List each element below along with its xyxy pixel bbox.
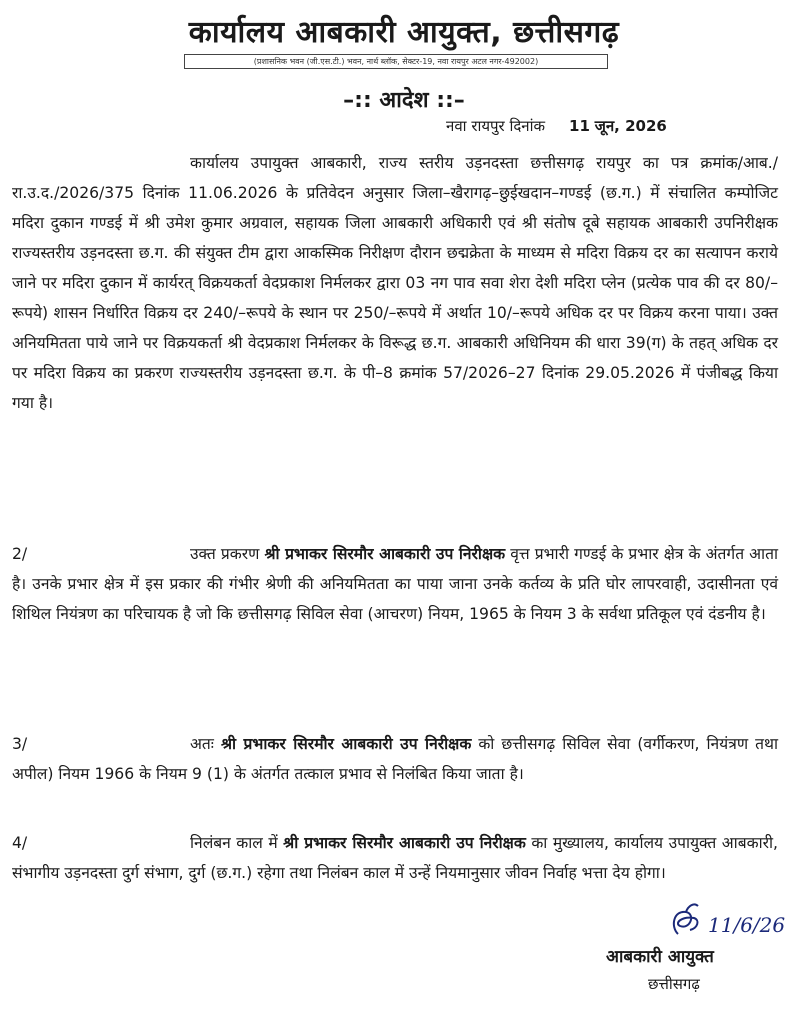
paragraph-1 [12, 148, 778, 418]
paragraph-3 [12, 729, 778, 789]
paragraph-4-officer-name: श्री प्रभाकर सिरमौर आबकारी उप निरीक्षक [283, 834, 526, 852]
signature-date: 11/6/26 [708, 913, 786, 937]
paragraph-1-text: कार्यालय उपायुक्त आबकारी, राज्य स्तरीय उड़नदस्ता छत्तीसगढ़ रायपुर का पत्र क्रमांक/आब./रा.उ.द./2026/375 दिनांक 11.06.2026 के प्रतिवेदन अनुसार जिला–खैरागढ़–छुईखदान–गण्डई (छ.ग.) में संचालित कम्पोजिट मदिरा दुकान गण्डई में श्री उमेश कुमार अग्रवाल, सहायक जिला आबकारी अधिकारी एवं श्री संतोष दूबे सहायक आबकारी उपनिरीक्षक राज्यस्तरीय उड़नदस्ता छ.ग. की संयुक्त टीम द्वारा आकस्मिक निरीक्षण दौरान छद्मक्रेता के माध्यम से मदिरा विक्रय दर का सत्यापन कराये जाने पर मदिरा दुकान में कार्यरत् विक्रयकर्ता वेदप्रकाश निर्मलकर द्वारा 03 नग पाव सवा शेरा देशी मदिरा प्लेन (प्रत्येक पाव की दर 80/–रूपये) शासन निर्धारित विक्रय दर 240/–रूपये के स्थान पर 250/–रूपये में अर्थात 10/–रूपये अधिक दर पर विक्रय करना पाया। उक्त अनियमितता पाये जाने पर विक्रयकर्ता श्री वेदप्रकाश निर्मलकर के विरूद्ध छ.ग. आबकारी अधिनियम की धारा 39(ग) के तहत् अधिक दर पर मदिरा विक्रय का प्रकरण राज्यस्तरीय उड़नदस्ता छ.ग. के पी–8 क्रमांक 57/2026–27 दिनांक 29.05.2026 में पंजीबद्ध किया गया है। [12, 154, 778, 412]
order-heading: –:: आदेश ::– [343, 88, 465, 113]
date-day: 11 [569, 117, 590, 135]
paragraph-3-after: को छत्तीसगढ़ सिविल सेवा (वर्गीकरण, नियंत्रण तथा अपील) नियम 1966 के नियम 9 (1) के अंतर्गत तत्काल प्रभाव से निलंबित किया जाता है। [12, 735, 778, 783]
signatory-state: छत्तीसगढ़ [648, 975, 700, 993]
paragraph-2-before: उक्त प्रकरण [190, 545, 260, 563]
order-date-line [446, 116, 667, 136]
paragraph-3-officer-name: श्री प्रभाकर सिरमौर आबकारी उप निरीक्षक [220, 735, 472, 753]
paragraph-2 [12, 539, 778, 629]
paragraph-4-before: निलंबन काल में [190, 834, 278, 852]
paragraph-4-after: का मुख्यालय, कार्यालय उपायुक्त आबकारी, संभागीय उड़नदस्ता दुर्ग संभाग, दुर्ग (छ.ग.) रहेगा तथा निलंबन काल में उन्हें नियमानुसार जीवन निर्वाह भत्ता देय होगा। [12, 834, 779, 882]
date-month: जून, 2026 [594, 117, 667, 135]
paragraph-2-officer-name: श्री प्रभाकर सिरमौर आबकारी उप निरीक्षक [264, 545, 506, 563]
paragraph-4 [12, 828, 778, 888]
office-address: (प्रशासनिक भवन (जी.एस.टी.) भवन, नार्थ ब्लॉक, सेक्टर-19, नवा रायपुर अटल नगर-492002) [184, 54, 608, 69]
paragraph-2-number: 2/ [12, 545, 28, 563]
paragraph-2-after: वृत्त प्रभारी गण्डई के प्रभार क्षेत्र के अंतर्गत आता है। उनके प्रभार क्षेत्र में इस प्रकार की गंभीर श्रेणी की अनियमितता का पाया जाना उनके कर्तव्य के प्रति घोर लापरवाही, उदासीनता एवं शिथिल नियंत्रण का परिचायक है जो कि छत्तीसगढ़ सिविल सेवा (आचरण) नियम, 1965 के नियम 3 के सर्वथा प्रतिकूल एवं दंडनीय है। [12, 545, 779, 623]
paragraph-3-number: 3/ [12, 735, 28, 753]
signatory-designation: आबकारी आयुक्त [606, 947, 714, 967]
paragraph-4-number: 4/ [12, 834, 28, 852]
handwritten-signature [660, 896, 800, 946]
paragraph-3-before: अतः [190, 735, 214, 753]
date-prefix: नवा रायपुर दिनांक [446, 117, 546, 135]
office-title: कार्यालय आबकारी आयुक्त, छत्तीसगढ़ [188, 15, 620, 50]
